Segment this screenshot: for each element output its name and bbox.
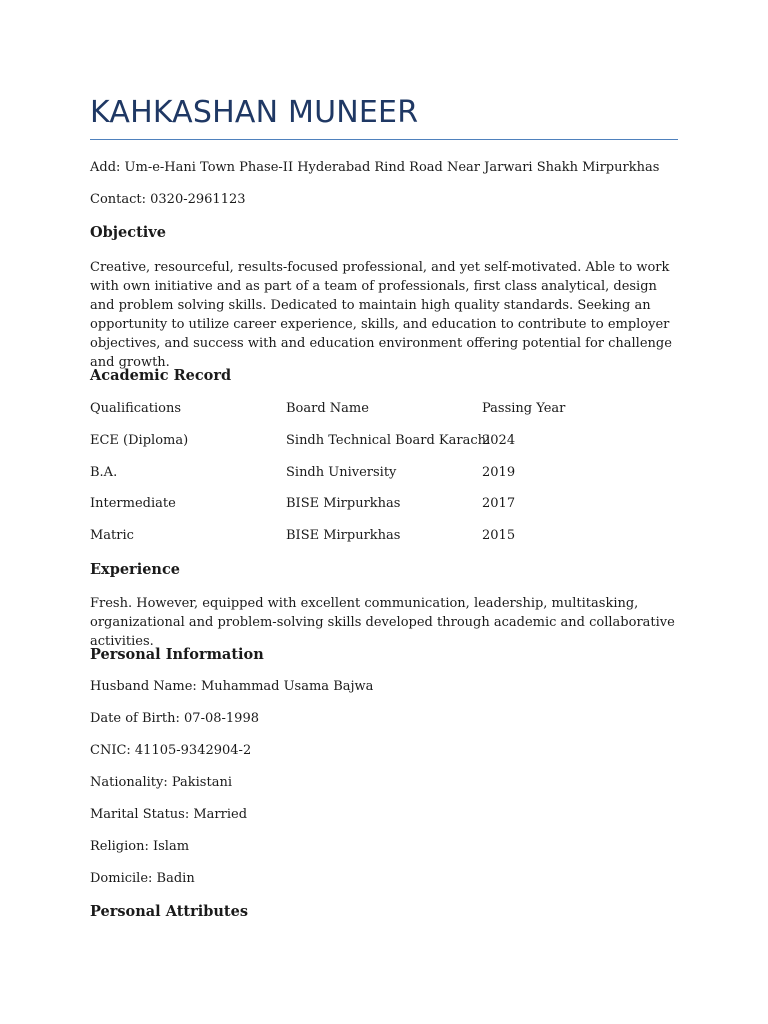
- experience-text: Fresh. However, equipped with excellent communication, leadership, multitasking, organizational and problem-solving skills developed through academic and collaborative activities.: [90, 596, 675, 649]
- husband-name: Husband Name: Muhammad Usama Bajwa: [90, 679, 374, 694]
- domicile: Domicile: Badin: [90, 871, 195, 886]
- column-header-year: Passing Year: [482, 401, 566, 416]
- board-cell: BISE Mirpurkhas: [286, 496, 401, 511]
- objective-text: Creative, resourceful, results-focused professional, and yet self-motivated. Able to work with own initiative and as part of a team of professionals, first class analytical, design and problem solving skills. Dedicated to maintain high quality standards. Seeking an opportunity to utilize career experience, skills, and education to contribute to employer objectives, and success with and education environment offering potential for challenge and growth.: [90, 260, 672, 370]
- contact-line: Contact: 0320-2961123: [90, 192, 246, 207]
- nationality: Nationality: Pakistani: [90, 775, 232, 790]
- date-of-birth: Date of Birth: 07-08-1998: [90, 711, 259, 726]
- column-header-board: Board Name: [286, 401, 369, 416]
- address-line: Add: Um-e-Hani Town Phase-II Hyderabad Rind Road Near Jarwari Shakh Mirpurkhas: [90, 160, 660, 175]
- qualification-cell: Matric: [90, 528, 134, 543]
- title-divider: [90, 139, 678, 140]
- marital-status: Marital Status: Married: [90, 807, 248, 822]
- qualification-cell: B.A.: [90, 465, 118, 480]
- year-cell: 2019: [482, 465, 516, 480]
- column-header-qualifications: Qualifications: [90, 401, 182, 416]
- board-cell: BISE Mirpurkhas: [286, 528, 401, 543]
- qualification-cell: ECE (Diploma): [90, 433, 189, 448]
- board-cell: Sindh University: [286, 465, 397, 480]
- resume-name: KAHKASHAN MUNEER: [90, 95, 419, 130]
- personal-attributes-heading: Personal Attributes: [90, 903, 249, 920]
- personal-info-heading: Personal Information: [90, 646, 264, 663]
- religion: Religion: Islam: [90, 839, 190, 854]
- experience-heading: Experience: [90, 561, 181, 578]
- qualification-cell: Intermediate: [90, 496, 176, 511]
- year-cell: 2017: [482, 496, 516, 511]
- objective-heading: Objective: [90, 224, 166, 241]
- academic-heading: Academic Record: [90, 367, 232, 384]
- year-cell: 2024: [482, 433, 516, 448]
- cnic: CNIC: 41105-9342904-2: [90, 743, 252, 758]
- board-cell: Sindh Technical Board Karachi: [286, 433, 491, 448]
- year-cell: 2015: [482, 528, 516, 543]
